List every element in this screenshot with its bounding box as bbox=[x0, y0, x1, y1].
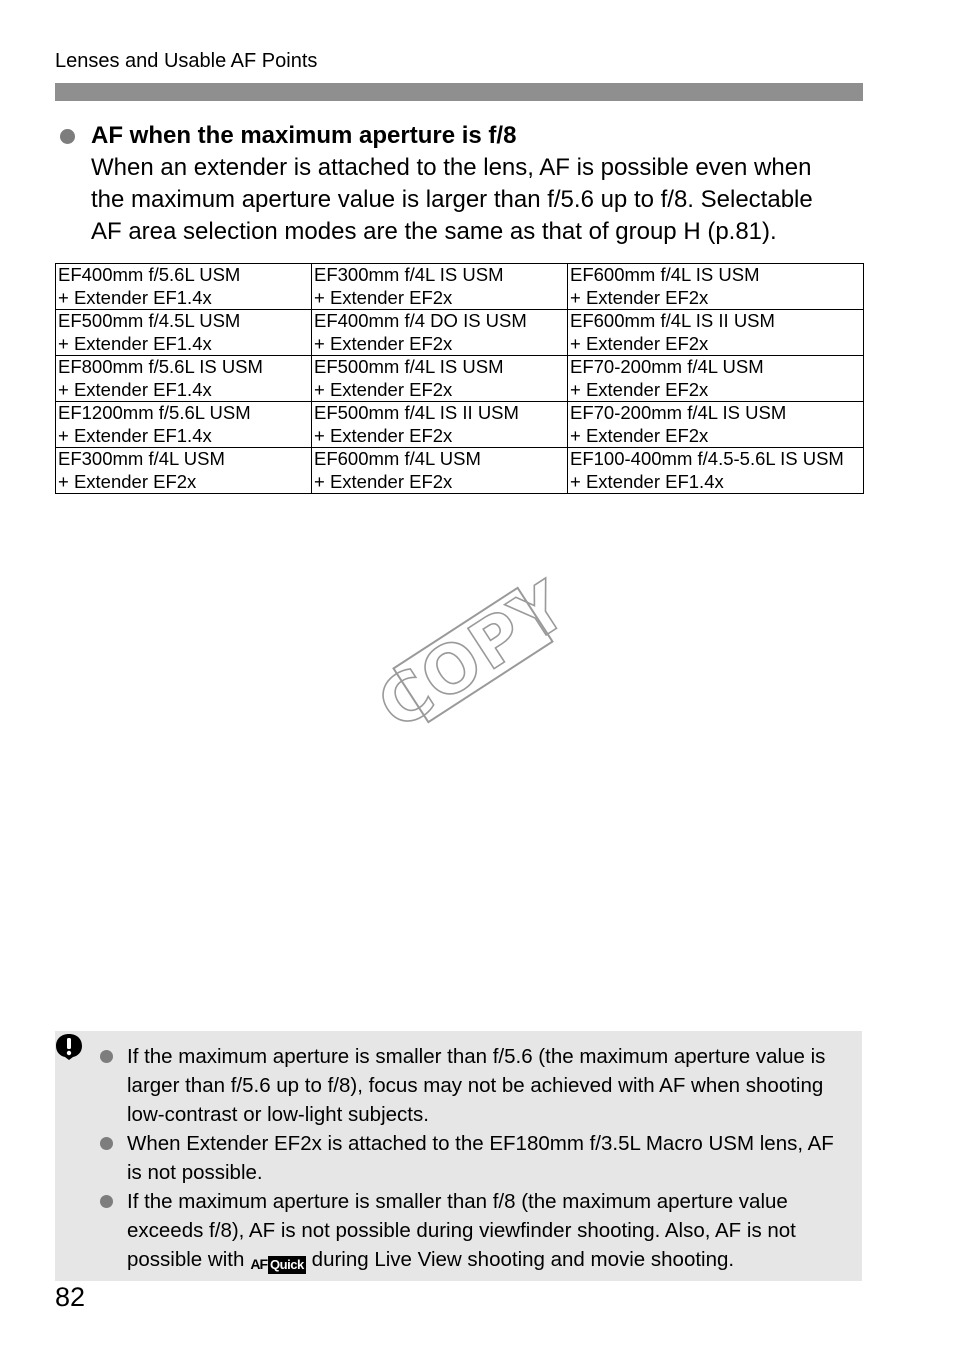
list-item bbox=[127, 1187, 849, 1279]
running-header: Lenses and Usable AF Points bbox=[55, 50, 318, 72]
bullet-icon bbox=[100, 1137, 113, 1150]
table-row bbox=[56, 310, 864, 356]
table-cell bbox=[312, 310, 568, 356]
lens-name: EF600mm f/4L USM bbox=[314, 448, 481, 469]
table-cell bbox=[56, 448, 312, 494]
lens-name: EF70-200mm f/4L USM bbox=[570, 356, 764, 377]
extender-name: + Extender EF2x bbox=[314, 424, 453, 446]
lens-name: EF400mm f/5.6L USM bbox=[58, 264, 241, 285]
af-quick-af-label: AF bbox=[250, 1256, 268, 1272]
lens-name: EF70-200mm f/4L IS USM bbox=[570, 402, 787, 423]
extender-name: + Extender EF2x bbox=[314, 470, 453, 492]
section-heading-text: AF when the maximum aperture is f/8 bbox=[91, 122, 517, 149]
af-f8-section bbox=[55, 120, 863, 248]
extender-name: + Extender EF1.4x bbox=[58, 286, 212, 308]
bullet-icon bbox=[100, 1050, 113, 1063]
caution-text: during Live View shooting and movie shooting. bbox=[311, 1248, 735, 1271]
table-cell bbox=[568, 402, 864, 448]
lens-name: EF100-400mm f/4.5-5.6L IS USM bbox=[570, 448, 844, 469]
body-line: the maximum aperture value is larger than f/5.6 up to f/8. Selectable bbox=[91, 186, 813, 213]
table-row bbox=[56, 264, 864, 310]
extender-name: + Extender EF1.4x bbox=[58, 424, 212, 446]
table-cell bbox=[312, 264, 568, 310]
lens-name: EF300mm f/4L USM bbox=[58, 448, 225, 469]
extender-name: + Extender EF2x bbox=[570, 332, 709, 354]
extender-name: + Extender EF2x bbox=[314, 332, 453, 354]
caution-text: When Extender EF2x is attached to the EF180mm f/3.5L Macro USM lens, AF is not possible. bbox=[127, 1132, 834, 1184]
section-body bbox=[91, 152, 863, 248]
caution-text: If the maximum aperture is smaller than f/8 (the maximum aperture value exceeds f/8), AF is not possible during viewfinder shooting. Also, AF is not possible with bbox=[127, 1190, 796, 1271]
table-row bbox=[56, 402, 864, 448]
table-cell bbox=[56, 264, 312, 310]
table-cell bbox=[568, 310, 864, 356]
lens-name: EF400mm f/4 DO IS USM bbox=[314, 310, 527, 331]
lens-name: EF500mm f/4L IS USM bbox=[314, 356, 504, 377]
caution-icon bbox=[55, 1033, 83, 1061]
table-row bbox=[56, 448, 864, 494]
list-item bbox=[127, 1042, 849, 1129]
table-cell bbox=[312, 356, 568, 402]
table-row bbox=[56, 356, 864, 402]
lens-name: EF600mm f/4L IS USM bbox=[570, 264, 760, 285]
copy-watermark: COPY bbox=[364, 565, 582, 745]
extender-name: + Extender EF1.4x bbox=[570, 470, 724, 492]
extender-name: + Extender EF1.4x bbox=[58, 378, 212, 400]
table-cell bbox=[312, 402, 568, 448]
caution-list bbox=[127, 1042, 849, 1279]
table-cell bbox=[312, 448, 568, 494]
section-heading bbox=[55, 120, 863, 152]
extender-name: + Extender EF2x bbox=[314, 286, 453, 308]
body-line: AF area selection modes are the same as that of group H (p.81). bbox=[91, 218, 777, 245]
body-line: When an extender is attached to the lens, AF is possible even when bbox=[91, 154, 812, 181]
caution-box bbox=[55, 1031, 862, 1281]
lens-name: EF500mm f/4L IS II USM bbox=[314, 402, 519, 423]
af-quick-quick-label: Quick bbox=[270, 1256, 304, 1272]
bullet-icon bbox=[100, 1195, 113, 1208]
lens-name: EF500mm f/4.5L USM bbox=[58, 310, 241, 331]
af-quick-mode-icon bbox=[250, 1250, 305, 1279]
lens-name: EF1200mm f/5.6L USM bbox=[58, 402, 251, 423]
table-cell bbox=[56, 356, 312, 402]
extender-name: + Extender EF2x bbox=[314, 378, 453, 400]
lens-name: EF300mm f/4L IS USM bbox=[314, 264, 504, 285]
lens-name: EF600mm f/4L IS II USM bbox=[570, 310, 775, 331]
lens-name: EF800mm f/5.6L IS USM bbox=[58, 356, 263, 377]
table-cell bbox=[568, 356, 864, 402]
list-item bbox=[127, 1129, 849, 1187]
table-cell bbox=[56, 310, 312, 356]
table-cell bbox=[568, 264, 864, 310]
extender-name: + Extender EF1.4x bbox=[58, 332, 212, 354]
extender-name: + Extender EF2x bbox=[570, 424, 709, 446]
lens-extender-table bbox=[55, 263, 864, 494]
header-rule bbox=[55, 83, 863, 101]
extender-name: + Extender EF2x bbox=[570, 286, 709, 308]
table-cell bbox=[56, 402, 312, 448]
caution-text: If the maximum aperture is smaller than f/5.6 (the maximum aperture value is larger than f/5.6 up to f/8), focus may not be achieved with AF when shooting low-contrast or low-light subjects. bbox=[127, 1045, 826, 1126]
table-cell bbox=[568, 448, 864, 494]
extender-name: + Extender EF2x bbox=[570, 378, 709, 400]
extender-name: + Extender EF2x bbox=[58, 470, 197, 492]
page-number: 82 bbox=[55, 1282, 86, 1312]
bullet-icon bbox=[60, 129, 75, 144]
